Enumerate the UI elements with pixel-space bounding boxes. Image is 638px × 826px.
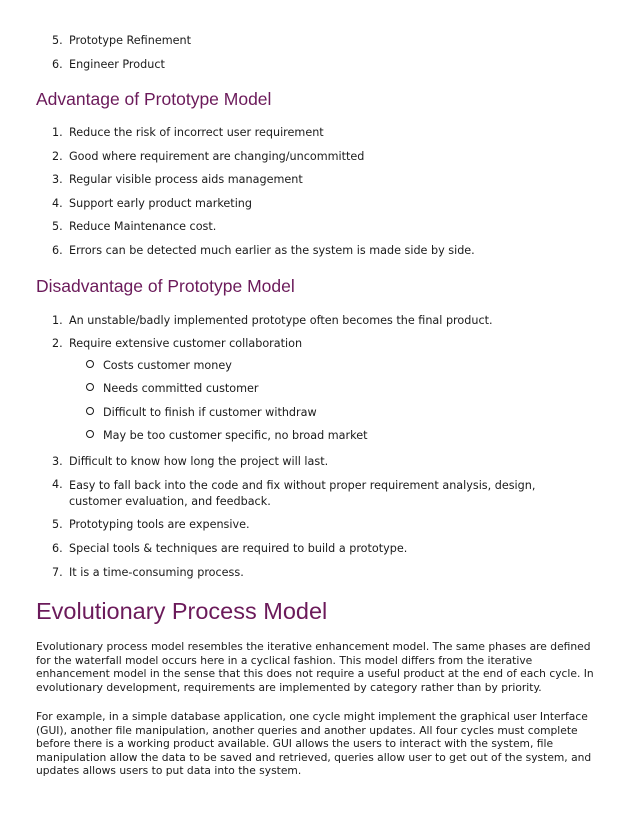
circle-bullet-icon xyxy=(86,407,94,415)
list-item: 6. Special tools & techniques are required to build a prototype. xyxy=(52,542,408,555)
list-item: 1. An unstable/badly implemented prototype often becomes the final product. xyxy=(52,314,493,327)
list-item: 4. Support early product marketing xyxy=(52,197,252,210)
list-item: 3. Difficult to know how long the project will last. xyxy=(52,455,329,468)
list-item: 5. Prototype Refinement xyxy=(52,34,191,47)
list-item: 5. Prototyping tools are expensive. xyxy=(52,518,250,531)
circle-bullet-icon xyxy=(86,430,94,438)
evolutionary-heading: Evolutionary Process Model xyxy=(36,598,328,624)
sublist-item: Difficult to finish if customer withdraw xyxy=(86,406,317,420)
circle-bullet-icon xyxy=(86,383,94,391)
list-item: 1. Reduce the risk of incorrect user requirement xyxy=(52,126,324,139)
list-item: 5. Reduce Maintenance cost. xyxy=(52,220,217,233)
list-item: 4. Easy to fall back into the code and fix without proper requirement analysis, design, customer evaluation, and feedback. xyxy=(52,478,536,508)
list-item: 2. Good where requirement are changing/uncommitted xyxy=(52,150,365,163)
list-item: 3. Regular visible process aids management xyxy=(52,173,303,186)
disadvantages-heading: Disadvantage of Prototype Model xyxy=(36,276,295,296)
sublist-item: Costs customer money xyxy=(86,359,232,373)
evolutionary-paragraph-1: Evolutionary process model resembles the iterative enhancement model. The same phases are defined for the waterfall model occurs here in a cyclical fashion. This model differs from the iterative enhancement model in the sense that this does not require a useful product at the end of each cycle. In evolutionary development, requirements are implemented by category rather than by priority. xyxy=(36,640,594,694)
evolutionary-paragraph-2: For example, in a simple database application, one cycle might implement the graphical user Interface (GUI), another file manipulation, another queries and another updates. All four cycles must complete before there is a working product available. GUI allows the users to interact with the system, file manipulation allow the data to be saved and retrieved, queries allow user to get out of the system, and updates allows users to put data into the system. xyxy=(36,710,592,778)
list-item: 6. Engineer Product xyxy=(52,58,165,71)
circle-bullet-icon xyxy=(86,360,94,368)
list-item: 7. It is a time-consuming process. xyxy=(52,566,244,579)
list-item: 6. Errors can be detected much earlier as the system is made side by side. xyxy=(52,244,475,257)
sublist-item: May be too customer specific, no broad market xyxy=(86,429,367,443)
advantages-heading: Advantage of Prototype Model xyxy=(36,89,272,109)
list-item: 2. Require extensive customer collaboration xyxy=(52,337,303,350)
sublist-item: Needs committed customer xyxy=(86,382,259,396)
